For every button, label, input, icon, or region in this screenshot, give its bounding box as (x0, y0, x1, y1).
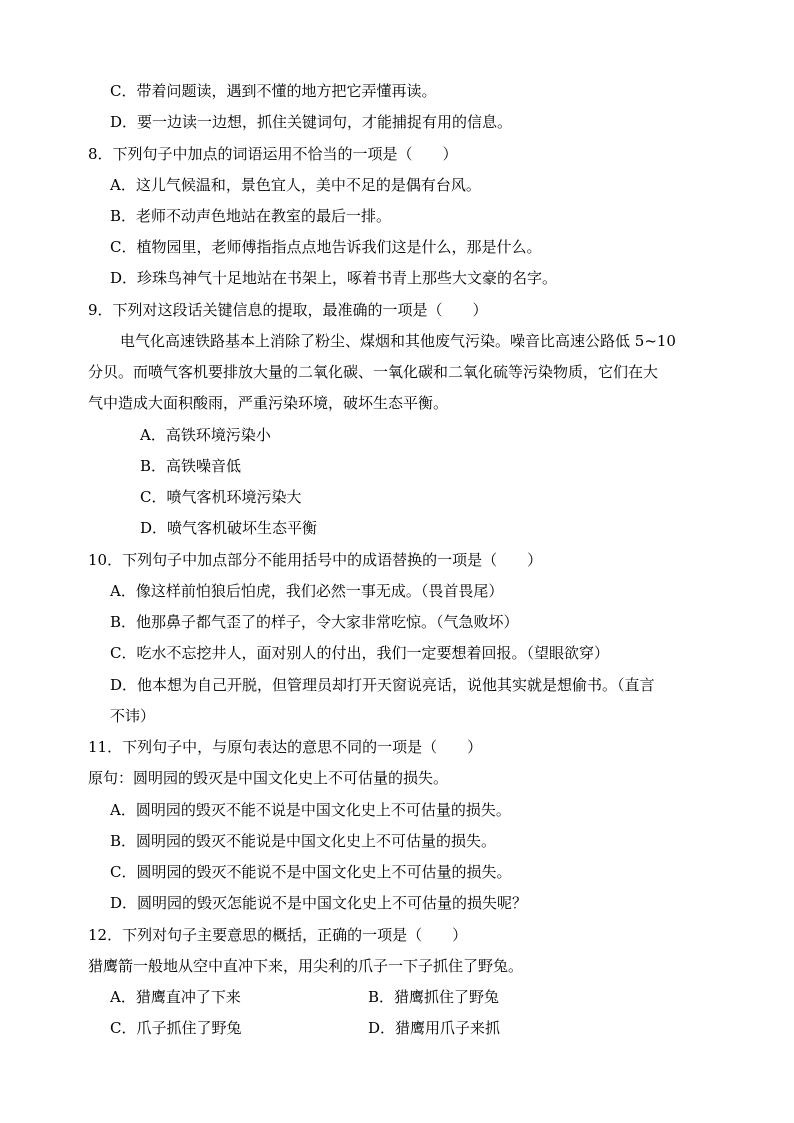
q11-option-c: C．圆明园的毁灭不能说不是中国文化史上不可估量的损失。 (110, 863, 512, 881)
q11-option-a: A．圆明园的毁灭不能不说是中国文化史上不可估量的损失。 (110, 801, 511, 819)
q8-stem: 8．下列句子中加点的词语运用不恰当的一项是（ ） (88, 145, 458, 163)
q11-stem: 11．下列句子中，与原句表达的意思不同的一项是（ ） (88, 738, 483, 756)
q11-option-b: B．圆明园的毁灭不能说是中国文化史上不可估量的损失。 (110, 832, 497, 850)
q9-option-b: B．高铁噪音低 (140, 457, 242, 475)
q10-option-d: D．他本想为自己开脱，但管理员却打开天窗说亮话，说他其实就是想偷书。（直言 (110, 676, 655, 694)
q10-stem: 10．下列句子中加点部分不能用括号中的成语替换的一项是（ ） (88, 551, 543, 569)
q11-original-sentence: 原句：圆明园的毁灭是中国文化史上不可估量的损失。 (88, 769, 449, 787)
q12-stem: 12．下列对句子主要意思的概括，正确的一项是（ ） (88, 926, 468, 944)
q8-option-b: B．老师不动声色地站在教室的最后一排。 (110, 207, 392, 225)
q8-option-d: D．珍珠鸟神气十足地站在书架上，啄着书青上那些大文豪的名字。 (110, 269, 558, 287)
q9-option-c: C．喷气客机环境污染大 (140, 488, 302, 506)
q12-option-a: A．猎鹰直冲了下来 (110, 988, 241, 1006)
q9-stem: 9．下列对这段话关键信息的提取，最准确的一项是（ ） (88, 301, 488, 319)
q10-option-d-continued: 不讳） (110, 707, 156, 725)
q10-option-b: B．他那鼻子都气歪了的样子，令大家非常吃惊。（气急败坏） (110, 613, 519, 631)
q12-sentence: 猎鹰箭一般地从空中直冲下来，用尖利的爪子一下子抓住了野兔。 (88, 957, 524, 975)
q9-passage-line-2: 分贝。而喷气客机要排放大量的二氧化碳、一氧化碳和二氧化硫等污染物质，它们在大 (88, 363, 659, 381)
q12-option-c: C．爪子抓住了野兔 (110, 1019, 242, 1037)
q12-option-b: B．猎鹰抓住了野兔 (368, 988, 500, 1006)
q7-option-c: C．带着问题读，遇到不懂的地方把它弄懂再读。 (110, 82, 437, 100)
q9-passage-line-1: 电气化高速铁路基本上消除了粉尘、煤烟和其他废气污染。噪音比高速公路低 5~10 (120, 332, 676, 350)
q8-option-c: C．植物园里，老师傅指指点点地告诉我们这是什么，那是什么。 (110, 238, 542, 256)
q10-option-c: C．吃水不忘挖井人，面对别人的付出，我们一定要想着回报。（望眼欲穿） (110, 644, 609, 662)
q9-option-d: D．喷气客机破坏生态平衡 (140, 519, 318, 537)
q8-option-a: A．这儿气候温和，景色宜人，美中不足的是偶有台风。 (110, 176, 481, 194)
q9-option-a: A．高铁环境污染小 (140, 426, 271, 444)
q10-option-a: A．像这样前怕狼后怕虎，我们必然一事无成。（畏首畏尾） (110, 582, 504, 600)
q7-option-d: D．要一边读一边想，抓住关键词句，才能捕捉有用的信息。 (110, 113, 513, 131)
q11-option-d: D．圆明园的毁灭怎能说不是中国文化史上不可估量的损失呢？ (110, 894, 528, 912)
q9-passage-line-3: 气中造成大面积酸雨，严重污染环境，破坏生态平衡。 (88, 394, 449, 412)
q12-option-d: D．猎鹰用爪子来抓 (368, 1019, 501, 1037)
